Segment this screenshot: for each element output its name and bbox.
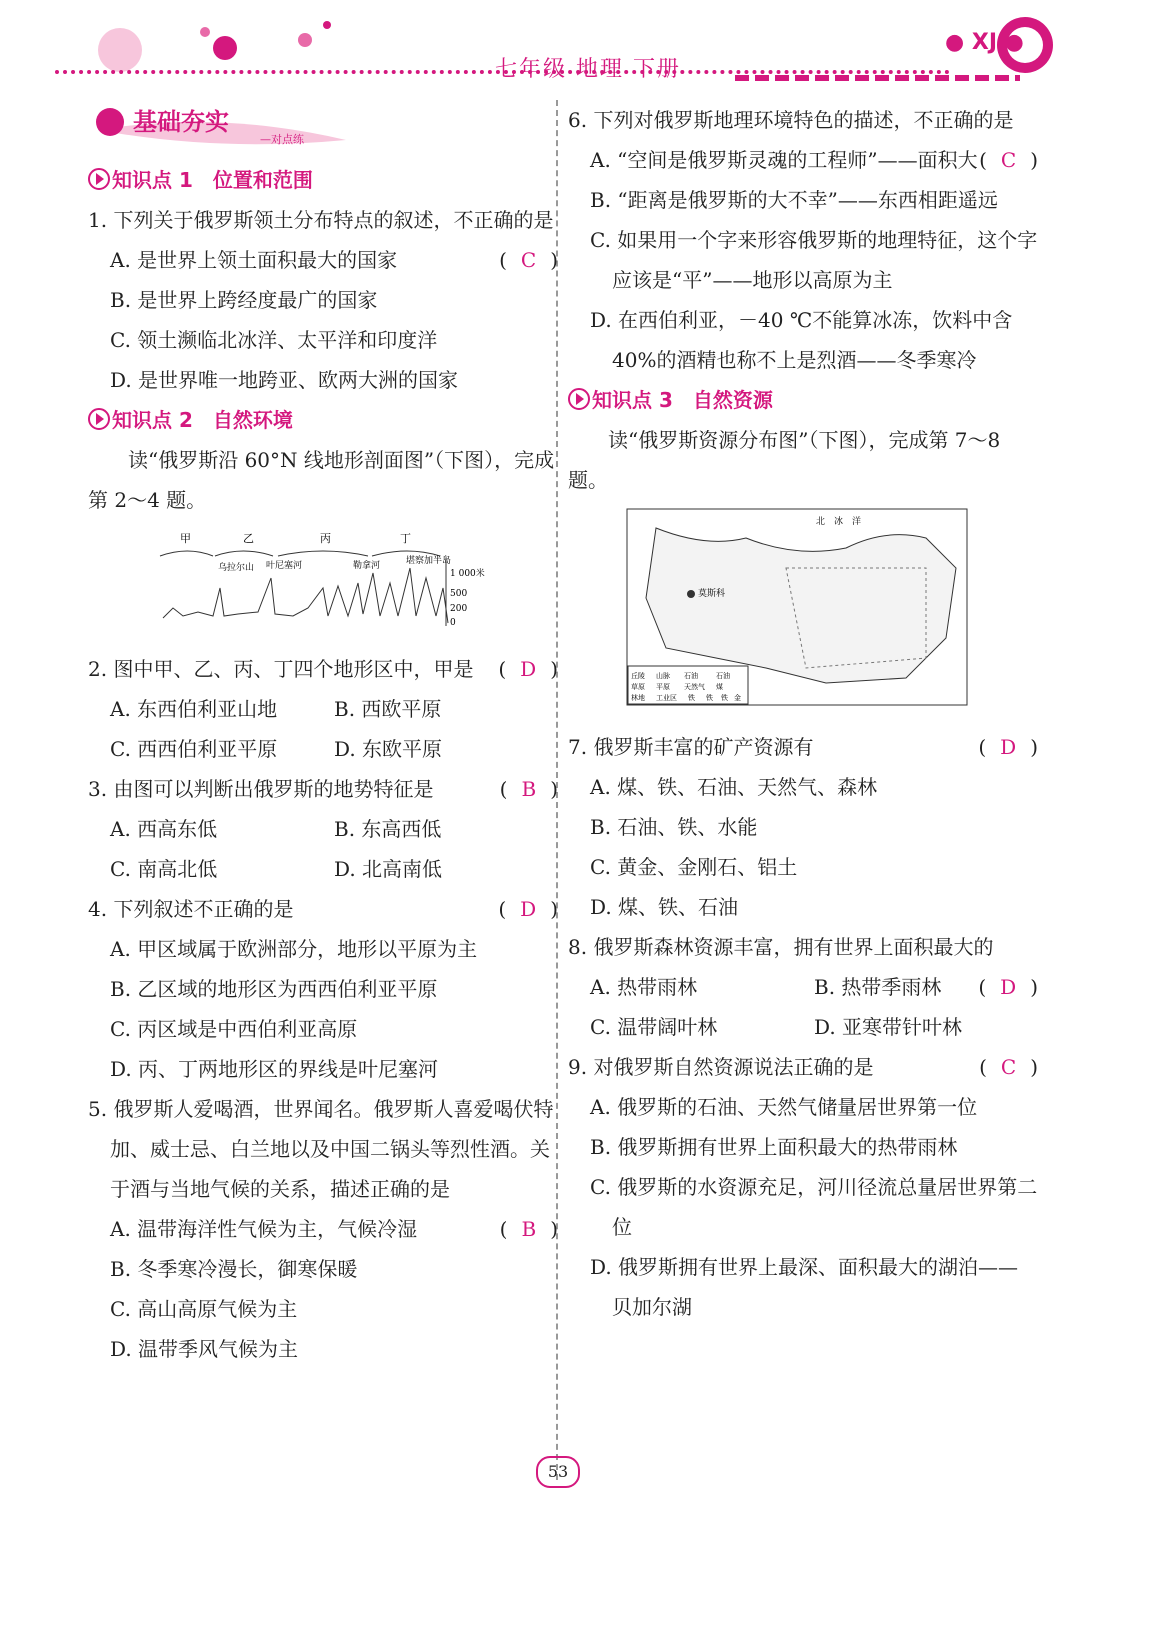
right-column — [568, 100, 1038, 1327]
q1-stem: 1. 下列关于俄罗斯领土分布特点的叙述，不正确的是 — [88, 208, 554, 232]
header-title: 七年级 地理 下册 — [495, 57, 681, 82]
russia-resource-map — [626, 508, 968, 706]
q3-option-a: A. 西高东低 — [110, 817, 218, 841]
question-1: 1. 下列关于俄罗斯领土分布特点的叙述，不正确的是 ( C ) — [88, 208, 558, 272]
question-8: 8. 俄罗斯森林资源丰富，拥有世界上面积最大的 ( D ) — [568, 935, 1038, 999]
map-legend-12: 铁 — [706, 694, 713, 702]
label-lena: 勒拿河 — [353, 561, 381, 571]
question-6: 6. 下列对俄罗斯地理环境特色的描述，不正确的是 ( C ) — [568, 108, 1038, 172]
question-5: 5. 俄罗斯人爱喝酒，世界闻名。俄罗斯人喜爱喝伏特加、威士忌、白兰地以及中国二锅头等烈性酒。关于酒与当地气候的关系，描述正确的是 ( B ) — [88, 1097, 558, 1241]
reading-prompt-2: 读“俄罗斯资源分布图”（下图），完成第 7～8 题。 — [568, 428, 1001, 492]
map-legend-10: 工业区 — [656, 694, 677, 702]
left-column — [88, 100, 558, 1369]
map-legend-2: 山脉 — [656, 672, 670, 680]
label-ural: 乌拉尔山 — [218, 563, 255, 573]
kp1-label: 知识点 1 位置和范围 — [112, 168, 313, 192]
q7-answer: D — [1000, 735, 1017, 759]
banner-title: 基础夯实 — [133, 108, 229, 136]
q1-option-d: D. 是世界唯一地跨亚、欧两大洲的国家 — [110, 368, 459, 392]
q6-answer: C — [1000, 148, 1017, 172]
question-4: 4. 下列叙述不正确的是 ( D ) — [88, 897, 558, 921]
map-legend-14: 金 — [734, 694, 741, 702]
q3-options-row2 — [88, 849, 558, 889]
map-legend-1: 丘陵 — [631, 672, 645, 680]
region-bing: 丙 — [320, 532, 331, 545]
q9-option-d: D. 俄罗斯拥有世界上最深、面积最大的湖泊——贝加尔湖 — [590, 1255, 1019, 1319]
q9-option-b: B. 俄罗斯拥有世界上面积最大的热带雨林 — [590, 1135, 958, 1159]
q9-stem: 9. 对俄罗斯自然资源说法正确的是 — [568, 1055, 874, 1079]
q5-option-b: B. 冬季寒冷漫长，御寒保暖 — [110, 1257, 358, 1281]
q9-option-a: A. 俄罗斯的石油、天然气储量居世界第一位 — [590, 1095, 978, 1119]
map-legend-5: 草原 — [631, 683, 645, 691]
q8-stem: 8. 俄罗斯森林资源丰富，拥有世界上面积最大的 — [568, 935, 994, 959]
tick-200: 200 — [450, 604, 468, 614]
map-legend-13: 铁 — [721, 694, 728, 702]
map-legend-6: 平原 — [656, 683, 670, 691]
region-yi: 乙 — [243, 532, 254, 545]
q2-answer: D — [520, 657, 537, 681]
q7-option-a: A. 煤、铁、石油、天然气、森林 — [590, 775, 878, 799]
q3-option-d: D. 北高南低 — [334, 857, 443, 881]
terrain-profile-figure — [158, 528, 558, 641]
q2-options-row1 — [88, 689, 558, 729]
map-legend-11: 铁 — [688, 694, 695, 702]
kp2-label: 知识点 2 自然环境 — [112, 408, 293, 432]
map-legend-9: 林地 — [631, 694, 645, 702]
q6-option-c: C. 如果用一个字来形容俄罗斯的地理特征，这个字应该是“平”——地形以高原为主 — [590, 228, 1038, 292]
q5-option-a: A. 温带海洋性气候为主，气候冷湿 — [110, 1217, 418, 1241]
knowledge-point-2 — [88, 400, 558, 440]
q7-option-b: B. 石油、铁、水能 — [590, 815, 758, 839]
q8-answer: D — [1000, 975, 1017, 999]
q3-option-c: C. 南高北低 — [110, 857, 218, 881]
q3-answer: B — [521, 777, 537, 801]
q5-answer: B — [521, 1217, 537, 1241]
q8-option-d: D. 亚寒带针叶林 — [814, 1015, 963, 1039]
q1-option-a: A. 是世界上领土面积最大的国家 — [110, 248, 398, 272]
q6-stem: 6. 下列对俄罗斯地理环境特色的描述，不正确的是 — [568, 108, 1014, 132]
map-ocean-label: 北 冰 洋 — [816, 517, 862, 527]
q6-option-d: D. 在西伯利亚，－40 ℃不能算冰冻，饮料中含40%的酒精也称不上是烈酒——冬季寒冷 — [590, 308, 1013, 372]
banner-subtitle: —对点练 — [260, 133, 304, 146]
map-legend-7: 天然气 — [684, 683, 705, 691]
region-ding: 丁 — [400, 532, 411, 545]
q5-option-d: D. 温带季风气候为主 — [110, 1337, 299, 1361]
q1-option-b: B. 是世界上跨经度最广的国家 — [110, 288, 378, 312]
q4-option-c: C. 丙区域是中西伯利亚高原 — [110, 1017, 358, 1041]
q7-stem: 7. 俄罗斯丰富的矿产资源有 — [568, 735, 814, 759]
q2-stem: 2. 图中甲、乙、丙、丁四个地形区中，甲是 — [88, 657, 474, 681]
q9-option-c: C. 俄罗斯的水资源充足，河川径流总量居世界第二位 — [590, 1175, 1038, 1239]
reading-prompt-1: 读“俄罗斯沿 60°N 线地形剖面图”（下图），完成第 2～4 题。 — [88, 448, 555, 512]
q8-options-row2 — [568, 1007, 1038, 1047]
region-jia: 甲 — [180, 532, 191, 545]
question-7: 7. 俄罗斯丰富的矿产资源有 ( D ) — [568, 735, 1038, 759]
header-dotline — [55, 70, 950, 74]
tick-0: 0 — [450, 618, 456, 628]
q1-answer: C — [520, 248, 537, 272]
q3-stem: 3. 由图可以判断出俄罗斯的地势特征是 — [88, 777, 434, 801]
q9-answer: C — [1000, 1055, 1017, 1079]
q4-option-b: B. 乙区域的地形区为西西伯利亚平原 — [110, 977, 438, 1001]
terrain-profile — [158, 528, 485, 628]
q2-option-a: A. 东西伯利亚山地 — [110, 697, 278, 721]
tick-500: 500 — [450, 589, 468, 599]
q5-stem: 5. 俄罗斯人爱喝酒，世界闻名。俄罗斯人喜爱喝伏特加、威士忌、白兰地以及中国二锅头等烈性酒。关于酒与当地气候的关系，描述正确的是 — [88, 1097, 554, 1201]
resource-map-figure — [626, 508, 1038, 719]
map-city-label: 莫斯科 — [698, 589, 726, 599]
q5-option-c: C. 高山高原气候为主 — [110, 1297, 298, 1321]
q6-option-b: B. “距离是俄罗斯的大不幸”——东西相距遥远 — [590, 188, 998, 212]
q7-option-c: C. 黄金、金刚石、铝土 — [590, 855, 798, 879]
q3-options-row1 — [88, 809, 558, 849]
q2-options-row2 — [88, 729, 558, 769]
q6-option-a: A. “空间是俄罗斯灵魂的工程师”——面积大 — [590, 148, 978, 172]
edition-code: ● XJ ● — [945, 30, 1024, 55]
label-yenisei: 叶尼塞河 — [266, 561, 303, 571]
page-header — [85, 10, 1075, 90]
q2-option-b: B. 西欧平原 — [334, 697, 442, 721]
play-icon — [568, 388, 590, 410]
q8-options-row1 — [568, 967, 1038, 1007]
tick-1000: 1 000米 — [450, 569, 485, 579]
page-number: 53 — [536, 1456, 580, 1488]
q4-answer: D — [520, 897, 537, 921]
q1-option-c: C. 领土濒临北冰洋、太平洋和印度洋 — [110, 328, 438, 352]
q4-stem: 4. 下列叙述不正确的是 — [88, 897, 294, 921]
map-legend-8: 煤 — [716, 683, 723, 691]
play-icon — [88, 408, 110, 430]
section-banner — [88, 100, 558, 160]
q2-option-d: D. 东欧平原 — [334, 737, 443, 761]
q2-option-c: C. 西西伯利亚平原 — [110, 737, 278, 761]
question-3: 3. 由图可以判断出俄罗斯的地势特征是 ( B ) — [88, 777, 558, 801]
map-legend-3: 石油 — [684, 672, 698, 680]
q4-option-d: D. 丙、丁两地形区的界线是叶尼塞河 — [110, 1057, 439, 1081]
q4-option-a: A. 甲区域属于欧洲部分，地形以平原为主 — [110, 937, 478, 961]
play-icon — [88, 168, 110, 190]
q8-option-b: B. 热带季雨林 — [814, 975, 942, 999]
knowledge-point-3 — [568, 380, 1038, 420]
kp3-label: 知识点 3 自然资源 — [592, 388, 773, 412]
q8-option-c: C. 温带阔叶林 — [590, 1015, 718, 1039]
q3-option-b: B. 东高西低 — [334, 817, 442, 841]
label-kamchatka: 堪察加半岛 — [406, 556, 452, 566]
map-legend-4: 石油 — [716, 672, 730, 680]
question-9: 9. 对俄罗斯自然资源说法正确的是 ( C ) — [568, 1055, 1038, 1079]
q7-option-d: D. 煤、铁、石油 — [590, 895, 739, 919]
q8-option-a: A. 热带雨林 — [590, 975, 698, 999]
knowledge-point-1 — [88, 160, 558, 200]
question-2: 2. 图中甲、乙、丙、丁四个地形区中，甲是 ( D ) — [88, 657, 558, 681]
